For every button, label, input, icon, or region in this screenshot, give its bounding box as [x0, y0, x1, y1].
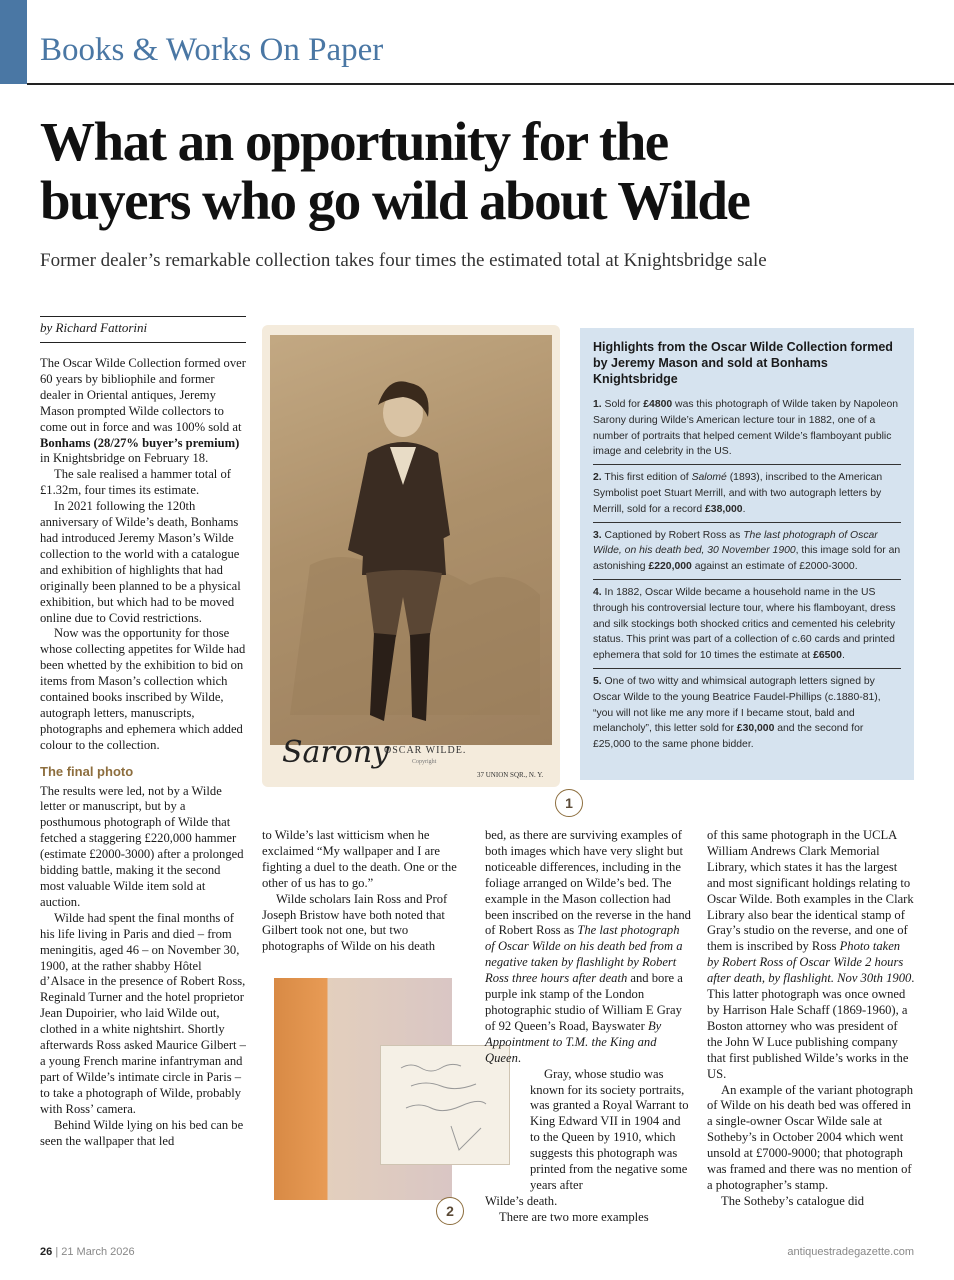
portrait-address: 37 UNION SQR., N. Y.: [477, 771, 544, 779]
paragraph: Now was the opportunity for those whose collecting appetites for Wilde had been whetted by the exhibition to bid on items from Mason’s collection which contained books inscribed by Wilde, autograph letters, manuscripts, photographs and ephemera which added colour to the collection.: [40, 626, 246, 752]
article-column-3: [485, 828, 691, 1226]
paragraph: There are two more examples: [499, 1209, 649, 1224]
paragraph: bed, as there are surviving examples of both images which have very slight but noticeable differences, including in the foliage arranged on Wilde’s bed. The example in the Mason collection had been inscribed on the reverse in the hand of Robert Ross as The last photograph of Oscar Wilde on his death bed from a negative taken by flashlight by Robert Ross three hours after death and bore a purple ink stamp of the London photographic studio of William E Gray of 92 Queen’s Road, Bayswater By Appointment to T.M. the King and Queen.: [485, 828, 691, 1065]
standfirst: Former dealer’s remarkable collection takes four times the estimated total at Knightsbridge sale: [40, 250, 767, 271]
image-number-badge-2: 2: [436, 1197, 464, 1225]
portrait-illustration: [270, 335, 552, 745]
issue-date: 21 March 2026: [61, 1246, 135, 1258]
paragraph: Gray, whose studio was known for its society portraits, was granted a Royal Warrant to King Edward VII in 1904 and to the Queen by 1910, which suggests this photograph was printed from the negative some years after: [530, 1066, 689, 1192]
salome-book-photo: [262, 965, 472, 1215]
highlights-title: Highlights from the Oscar Wilde Collection formed by Jeremy Mason and sold at Bonhams Knightsbridge: [593, 340, 893, 386]
subheading: The final photo: [40, 763, 134, 779]
header-divider: [27, 83, 954, 85]
section-title: Books & Works On Paper: [40, 32, 384, 68]
paragraph: of this same photograph in the UCLA William Andrews Clark Memorial Library, which states it has the largest and most significant holdings relating to Oscar Wilde. Both examples in the Clark Library also bear the identical stamp of Gray’s studio on the reverse, and one of them is inscribed by Ross Photo taken by Robert Ross of Oscar Wilde 2 hours after death, by flashlight. Nov 30th 1900. This latter photograph was once owned by Harrison Hale Schaff (1869-1960), a Boston attorney who was president of the John W Luce publishing company that first published Wilde’s works in the US.: [707, 828, 915, 1081]
site-url[interactable]: antiquestradegazette.com: [787, 1246, 914, 1258]
paragraph: to Wilde’s last witticism when he exclaimed “My wallpaper and I are fighting a duel to the death. One or the other of us has to go.”: [262, 828, 457, 890]
highlights-box: [580, 328, 914, 780]
footer-separator: |: [55, 1246, 59, 1258]
page-number: 26: [40, 1246, 53, 1258]
headline-line-2: buyers who go wild about Wilde: [40, 170, 750, 231]
paragraph: The sale realised a hammer total of £1.32m, four times its estimate.: [40, 467, 231, 498]
portrait-caption-name: OSCAR WILDE.: [384, 745, 467, 756]
portrait-copyright: Copyright: [412, 759, 437, 765]
page-footer-left: [40, 1246, 135, 1258]
paragraph: The Sotheby’s catalogue did: [721, 1193, 865, 1208]
article-column-1: [40, 356, 246, 1149]
paragraph: In 2021 following the 120th anniversary of Wilde’s death, Bonhams had introduced Jeremy Mason’s Wilde collection to the world with a catalogue and exhibition of highlights that had originally been planned to be a physical exhibition, but which had to be moved online due to Covid restrictions.: [40, 499, 241, 625]
article-column-2: [262, 828, 472, 955]
paragraph: Wilde’s death.: [485, 1193, 558, 1208]
paragraph: Behind Wilde lying on his bed can be seen the wallpaper that led: [40, 1117, 244, 1148]
image-number-badge-1: 1: [555, 789, 583, 817]
highlight-item-2: 2. This first edition of Salomé (1893), inscribed to the American Symbolist poet Stuart Merrill, and with two autograph letters by Merrill, sold for a record £38,000.: [593, 470, 901, 522]
paragraph: Wilde scholars Iain Ross and Prof Joseph Bristow have both noted that Gilbert took not one, but two photographs of Wilde on his death: [262, 891, 448, 954]
highlight-item-3: 3. Captioned by Robert Ross as The last photograph of Oscar Wilde, on his death bed, 30 November 1900, this image sold for an astonishing £220,000 against an estimate of £2000-3000.: [593, 528, 901, 580]
paragraph: The Oscar Wilde Collection formed over 60 years by bibliophile and former dealer in Oriental antiques, Jeremy Mason prompted Wilde collectors to come out in force and was 100% sold at Bonhams (28/27% buyer’s premium) in Knightsbridge on February 18.: [40, 356, 246, 466]
portrait-image: [270, 335, 552, 745]
wilde-portrait-photo: [262, 325, 560, 787]
byline: by Richard Fattorini: [40, 320, 148, 335]
paragraph: An example of the variant photograph of Wilde on his death bed was offered in a single-owner Oscar Wilde sale at Sotheby’s in October 2004 which went unsold at £7000-9000; that photograph was framed and there was no mention of a photographer’s stamp.: [707, 1082, 913, 1192]
headline: [40, 112, 940, 230]
paragraph: Wilde had spent the final months of his life living in Paris and died – from meningitis, aged 46 – on November 30, 1900, at the rather shabby Hôtel d’Alsace in the presence of Robert Ross, Reginald Turner and the hotel proprietor Jean Dupoirier, who laid Wilde out, clothed in a white nightshirt. Shortly afterwards Ross asked Maurice Gilbert – a young French marine infantryman and part of Wilde’s intimate circle in Paris – to take a photograph of Wilde, probably with Ross’ camera.: [40, 910, 246, 1116]
highlight-item-4: 4. In 1882, Oscar Wilde became a household name in the US through his controversial lecture tour, where his flamboyant, dress and silk stockings both shocked critics and cemented his celebrity status. This print was part of a collection of c.60 cards and printed ephemera that sold for 10 times the estimate at £6500.: [593, 585, 901, 669]
article-column-4: [707, 828, 915, 1210]
highlight-item-5: 5. One of two witty and whimsical autograph letters signed by Oscar Wilde to the young Beatrice Faudel-Phillips (c.1880-81), “you will not like me any more if I became stout, bald and melancholy”, this letter sold for £30,000 and the second for £25,000 to the same phone bidder.: [593, 675, 881, 751]
highlight-item-1: 1. Sold for £4800 was this photograph of Wilde taken by Napoleon Sarony during Wilde’s American lecture tour in 1882, one of a number of portraits that helped cement Wilde’s flamboyant public image and celebrity in the US.: [593, 397, 901, 465]
paragraph: The results were led, not by a Wilde letter or manuscript, but by a posthumous photograph of Wilde that fetched a staggering £220,000 hammer (estimate £2000-3000) after a prolonged bidding battle, making it the second most valuable Wilde item sold at auction.: [40, 783, 244, 909]
section-color-tab: [0, 0, 27, 84]
byline-rule-top: [40, 316, 246, 317]
byline-rule-bottom: [40, 342, 246, 343]
headline-line-1: What an opportunity for the: [40, 111, 668, 172]
sarony-signature: Sarony: [282, 735, 390, 770]
